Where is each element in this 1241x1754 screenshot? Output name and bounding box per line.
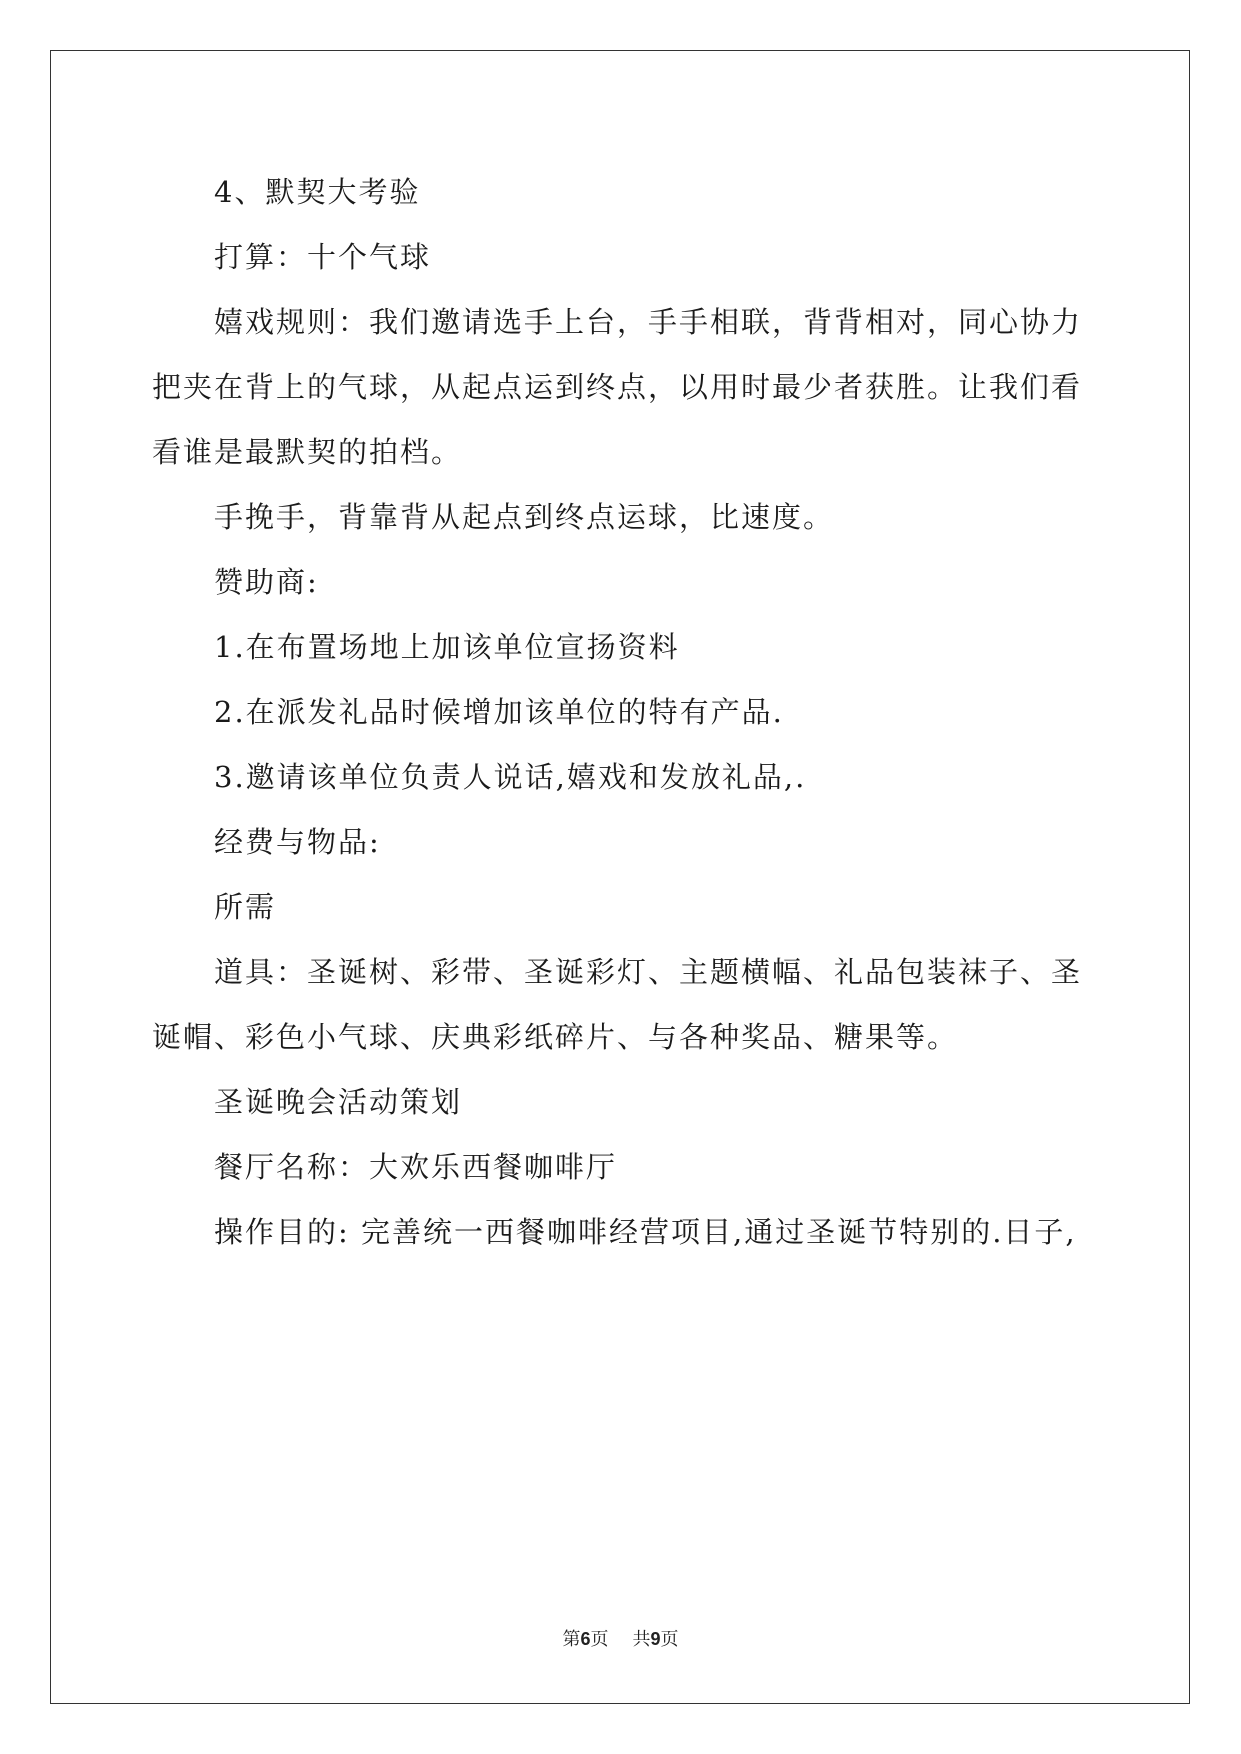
paragraph: 嬉戏规则：我们邀请选手上台，手手相联，背背相对，同心协力 [214,305,1083,339]
paragraph: 把夹在背上的气球，从起点运到终点，以用时最少者获胜。让我们看 [152,370,1083,404]
paragraph: 打算：十个气球 [214,240,432,274]
page-total: 9 [650,1629,661,1649]
document-body [152,160,1092,1265]
page-footer [0,1625,1241,1651]
footer-prefix: 第 [562,1629,581,1650]
paragraph: 圣诞晚会活动策划 [214,1085,463,1119]
paragraph: 餐厅名称：大欢乐西餐咖啡厅 [214,1150,618,1184]
paragraph: 4、默契大考验 [214,175,421,209]
paragraph: 经费与物品: [214,825,381,859]
paragraph: 诞帽、彩色小气球、庆典彩纸碎片、与各种奖品、糖果等。 [152,1020,959,1054]
paragraph: 所需 [214,890,277,924]
paragraph: 1.在布置场地上加该单位宣扬资料 [214,630,680,664]
paragraph: 2.在派发礼品时候增加该单位的特有产品. [214,695,784,729]
paragraph: 操作目的: 完善统一西餐咖啡经营项目,通过圣诞节特别的.日子, [214,1215,1077,1249]
paragraph: 3.邀请该单位负责人说话,嬉戏和发放礼品,. [214,760,807,794]
footer-page-suffix: 页 [590,1629,609,1650]
page-current: 6 [580,1629,591,1649]
footer-total-suffix: 页 [660,1629,679,1650]
paragraph: 赞助商: [214,565,319,599]
paragraph: 手挽手，背靠背从起点到终点运球，比速度。 [214,500,835,534]
footer-total-prefix: 共 [632,1629,651,1650]
paragraph: 看谁是最默契的拍档。 [152,435,463,469]
paragraph: 道具：圣诞树、彩带、圣诞彩灯、主题横幅、礼品包装袜子、圣 [214,955,1083,989]
